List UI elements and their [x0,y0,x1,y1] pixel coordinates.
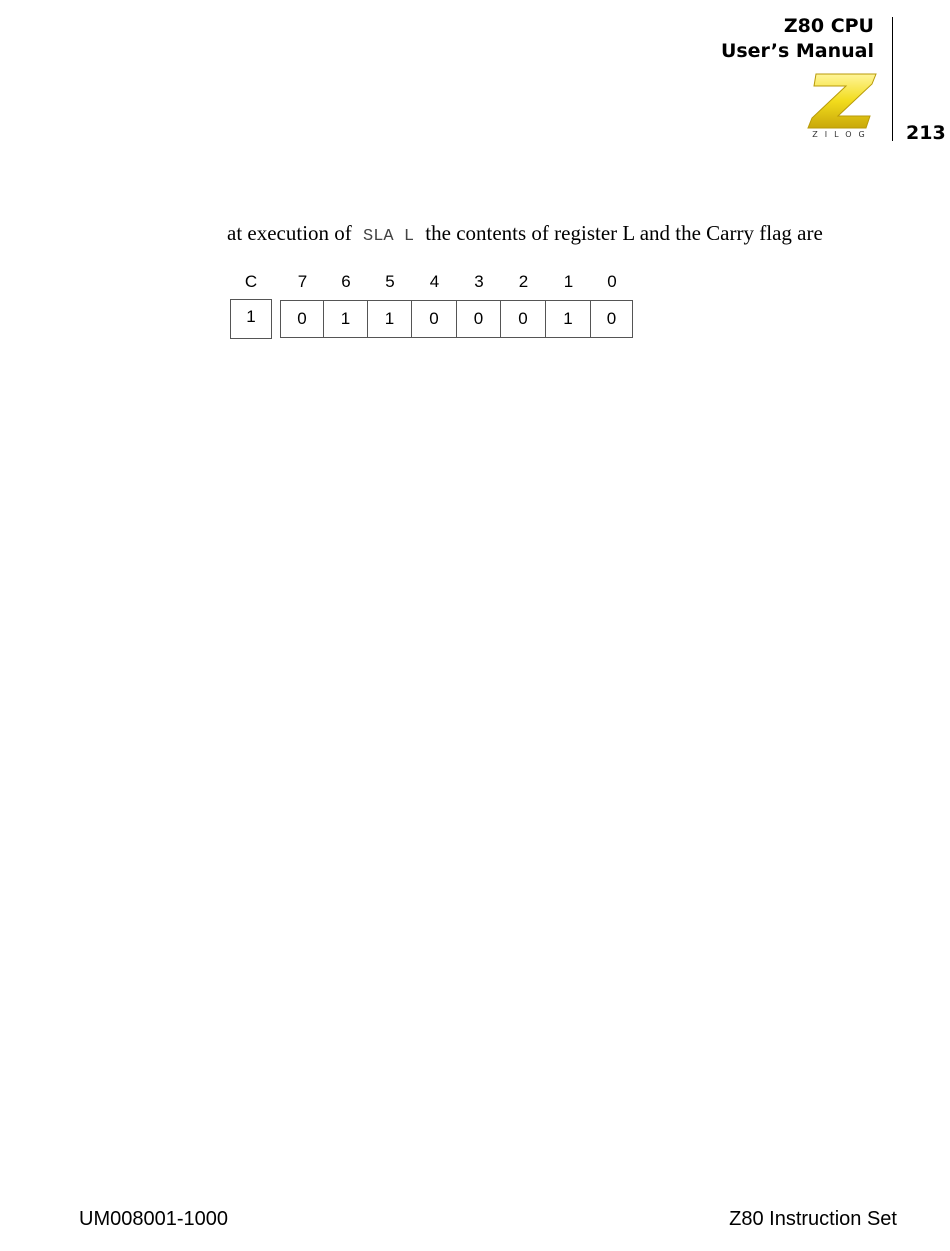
body-text-before: at execution of [227,221,352,245]
carry-label: C [244,272,258,291]
register-bit-cell: 0 [456,300,501,338]
register-bit-cell: 0 [280,300,324,338]
bit-label: 4 [429,272,440,291]
footer-doc-id: UM008001-1000 [79,1208,228,1230]
footer-section: Z80 Instruction Set [729,1208,897,1230]
register-bit-cell: 1 [545,300,591,338]
register-bit-cell: 0 [500,300,546,338]
register-bit-cell: 0 [590,300,633,338]
register-bit-cell: 0 [411,300,457,338]
bit-label: 7 [297,272,308,291]
header-title-line2: User’s Manual [720,40,874,62]
bit-label: 6 [341,272,351,291]
register-bit-cell: 1 [367,300,412,338]
header-divider [892,17,893,141]
bit-label: 3 [474,272,484,291]
instruction-code: SLA L [363,227,415,246]
page-number: 213 [906,122,946,144]
bit-label: 5 [385,272,395,291]
zilog-logo [806,70,878,144]
zilog-z-icon [806,70,878,130]
carry-flag-cell: 1 [230,299,272,339]
header-title-line1: Z80 CPU [783,15,874,37]
logo-wordmark: ZILOG [812,130,872,139]
running-header [721,14,874,64]
body-paragraph [227,219,823,251]
bit-label: 1 [563,272,574,291]
bit-label: 0 [607,272,617,291]
bit-label: 2 [518,272,529,291]
body-text-after: the contents of register L and the Carry flag are [425,221,823,245]
register-bit-cell: 1 [323,300,368,338]
